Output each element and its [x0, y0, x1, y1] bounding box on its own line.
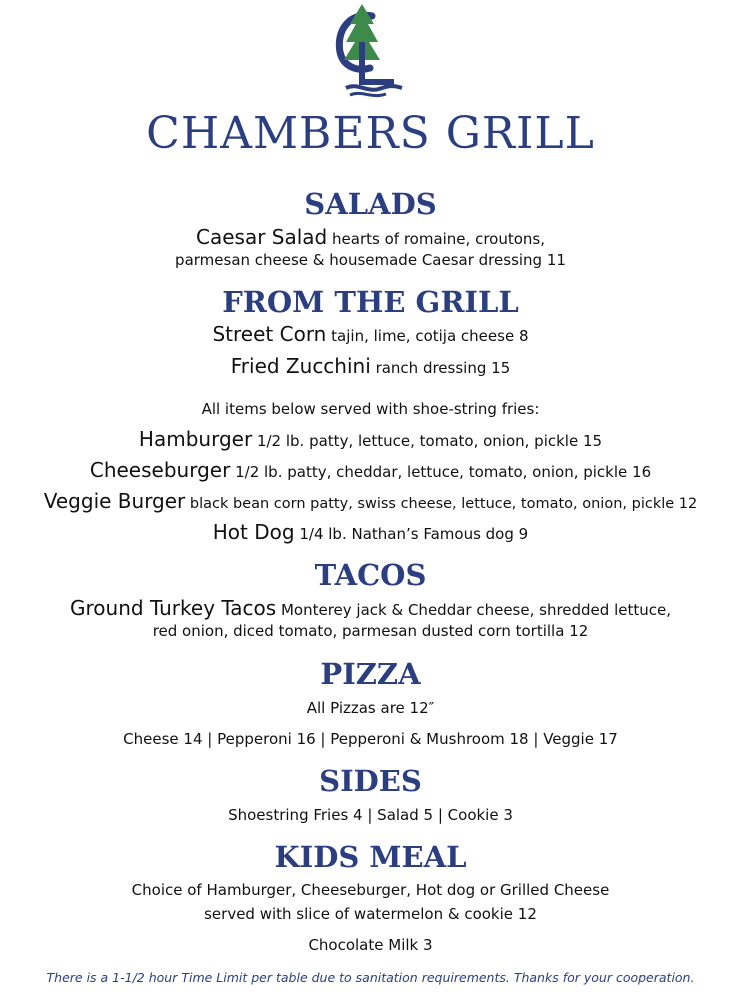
- restaurant-title: CHAMBERS GRILL: [146, 108, 595, 159]
- menu-item-street-corn: [0, 323, 741, 347]
- item-desc: red onion, diced tomato, parmesan dusted corn tortilla: [152, 622, 565, 640]
- menu-item-ground-turkey-tacos: [0, 597, 741, 621]
- item-desc: black bean corn patty, swiss cheese, lettuce, tomato, onion, pickle: [189, 496, 675, 512]
- menu-item-veggie-burger: [0, 490, 741, 515]
- sides-options: Shoestring Fries 4 | Salad 5 | Cookie 3: [228, 806, 513, 824]
- item-desc: parmesan cheese & housemade Caesar dressing: [175, 251, 543, 269]
- item-price: 15: [491, 359, 511, 377]
- kids-meal-line1: Choice of Hamburger, Cheeseburger, Hot dog or Grilled Cheese: [131, 881, 610, 899]
- item-desc: 1/2 lb. patty, cheddar, lettuce, tomato, onion, pickle: [235, 463, 628, 481]
- cl-tree-monogram-icon: [328, 2, 408, 98]
- item-name: Hot Dog: [212, 520, 295, 544]
- section-heading-pizza: PIZZA: [320, 657, 421, 691]
- grill-note: All items below served with shoe-string fries:: [201, 400, 540, 418]
- item-price: 12: [517, 905, 537, 923]
- item-price: 8: [518, 327, 529, 345]
- item-name: Fried Zucchini: [230, 354, 371, 378]
- section-heading-tacos: TACOS: [314, 558, 427, 592]
- item-price: 9: [518, 525, 529, 543]
- menu-item-caesar-salad-cont: [0, 249, 741, 271]
- menu-item-fried-zucchini: [0, 355, 741, 379]
- item-name: Ground Turkey Tacos: [70, 596, 277, 620]
- kids-meal-extra: Chocolate Milk 3: [308, 936, 433, 954]
- item-desc: ranch dressing: [375, 359, 487, 377]
- item-name: Cheeseburger: [89, 458, 231, 482]
- item-desc: 1/4 lb. Nathan’s Famous dog: [299, 525, 514, 543]
- item-desc: 1/2 lb. patty, lettuce, tomato, onion, pickle: [256, 432, 579, 450]
- item-desc: tajin, lime, cotija cheese: [331, 327, 515, 345]
- menu-item-caesar-salad: [0, 226, 741, 250]
- item-price: 15: [582, 432, 603, 450]
- kids-meal-line2: [0, 903, 741, 925]
- item-desc: served with slice of watermelon & cookie: [204, 905, 514, 923]
- section-heading-kids-meal: KIDS MEAL: [274, 840, 467, 874]
- item-name: Street Corn: [212, 322, 327, 346]
- item-price: 12: [569, 622, 589, 640]
- pizza-note: All Pizzas are 12″: [306, 699, 435, 717]
- menu-item-cheeseburger: [0, 459, 741, 483]
- menu-item-ground-turkey-tacos-cont: [0, 620, 741, 642]
- section-heading-sides: SIDES: [319, 764, 422, 798]
- footer-notice: There is a 1-1/2 hour Time Limit per table due to sanitation requirements. Thanks for your cooperation.: [46, 970, 695, 985]
- item-desc: Monterey jack & Cheddar cheese, shredded lettuce,: [280, 601, 671, 619]
- section-heading-salads: SALADS: [304, 187, 437, 221]
- item-price: 12: [678, 496, 698, 512]
- item-name: Caesar Salad: [196, 225, 328, 249]
- section-heading-grill: FROM THE GRILL: [222, 285, 519, 319]
- item-name: Hamburger: [138, 427, 253, 451]
- menu-item-hamburger: [0, 428, 741, 452]
- item-name: Veggie Burger: [43, 489, 186, 513]
- menu-item-hot-dog: [0, 521, 741, 545]
- item-price: 16: [632, 463, 652, 481]
- item-price: 11: [546, 251, 566, 269]
- pizza-options: Cheese 14 | Pepperoni 16 | Pepperoni & Mushroom 18 | Veggie 17: [123, 730, 618, 748]
- item-desc: hearts of romaine, croutons,: [332, 230, 545, 248]
